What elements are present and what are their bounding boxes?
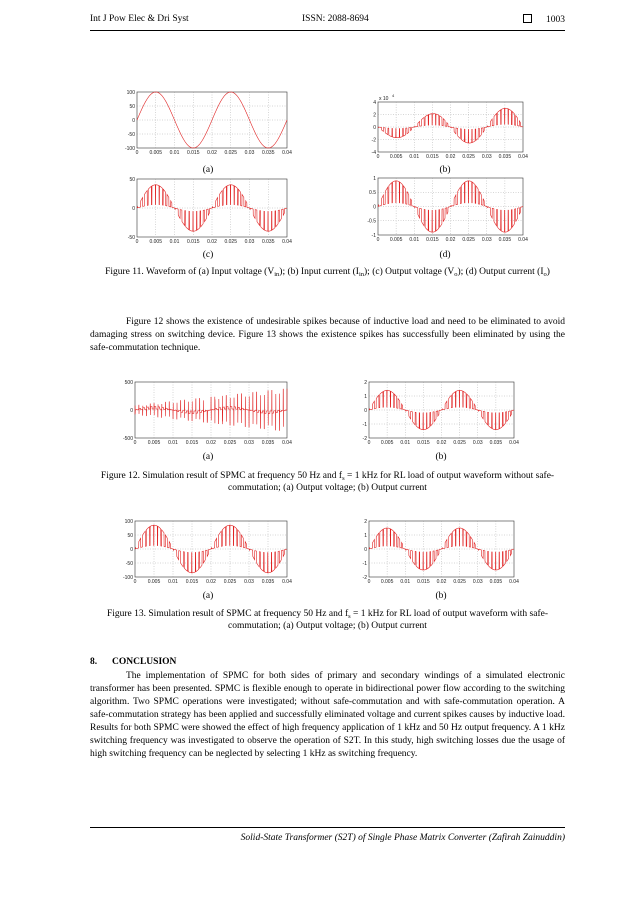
y-tick-label: -50: [125, 560, 133, 567]
x-tick-label: 0.04: [509, 440, 519, 446]
fig13-label-b: (b): [435, 591, 447, 601]
axis-exponent: x 10: [379, 96, 389, 102]
x-tick-label: 0.025: [224, 150, 238, 156]
x-tick-label: 0.03: [472, 440, 483, 446]
x-tick-label: 0.02: [206, 440, 216, 446]
fig11-label-d: (d): [439, 250, 451, 260]
y-tick-label: 50: [127, 532, 133, 539]
y-tick-label: -100: [124, 145, 135, 152]
x-tick-label: 0.04: [282, 440, 292, 446]
x-tick-label: 0.025: [462, 237, 475, 243]
y-tick-label: -4: [371, 149, 376, 156]
x-tick-label: 0.04: [282, 579, 292, 585]
y-tick-label: -1: [371, 232, 376, 239]
y-tick-label: 2: [364, 518, 367, 525]
chart-fig11b: [350, 90, 530, 162]
y-tick-label: -2: [362, 574, 367, 581]
x-tick-label: 0.03: [472, 579, 483, 585]
y-tick-label: -50: [127, 234, 135, 241]
x-tick-label: 0.01: [169, 239, 180, 245]
x-tick-label: 0.035: [498, 237, 512, 243]
page-number: 1003: [546, 15, 565, 25]
y-tick-label: 1: [373, 175, 376, 182]
running-header: [90, 14, 565, 30]
x-tick-label: 0.015: [185, 440, 199, 446]
x-tick-label: 0.035: [498, 154, 512, 160]
y-tick-label: 100: [126, 89, 135, 96]
x-tick-label: 0.03: [244, 150, 255, 156]
x-tick-label: 0.015: [186, 239, 200, 245]
section-title: CONCLUSION: [112, 657, 177, 667]
x-tick-label: 0.035: [489, 440, 503, 446]
figure11-caption: Figure 11. Waveform of (a) Input voltage $(V_{in})$; (b) Input current $(I_{in})$; (c) Output voltage $(V_o)$; (d) Output current $(I_o)$: [105, 267, 550, 278]
y-tick-label: -50: [127, 131, 135, 138]
fig12-label-a: (a): [202, 452, 214, 462]
y-tick-label: 4: [373, 99, 376, 106]
x-tick-label: 0.035: [261, 239, 275, 245]
x-tick-label: 0.04: [518, 237, 528, 243]
y-tick-label: 1: [364, 532, 367, 539]
x-tick-label: 0.035: [261, 579, 275, 585]
x-tick-label: 0: [367, 579, 371, 585]
fig11-label-c: (c): [202, 250, 214, 260]
checkbox-icon: [523, 14, 532, 23]
axis-exponent-power: 4: [392, 93, 395, 98]
x-tick-label: 0.04: [282, 239, 292, 245]
x-tick-label: 0.035: [489, 579, 503, 585]
x-tick-label: 0: [376, 154, 380, 160]
x-tick-label: 0.01: [169, 150, 180, 156]
issn: ISSN: 2088-8694: [302, 14, 369, 24]
x-tick-label: 0.025: [453, 579, 466, 585]
y-tick-label: -0.5: [367, 218, 376, 225]
x-tick-label: 0.015: [417, 440, 430, 446]
page-number-group: [523, 14, 565, 25]
x-tick-label: 0.025: [223, 579, 237, 585]
x-tick-label: 0.03: [244, 579, 254, 585]
x-tick-label: 0.01: [400, 440, 411, 446]
y-tick-label: -1: [362, 560, 367, 567]
x-tick-label: 0.015: [426, 237, 439, 243]
x-tick-label: 0.01: [409, 237, 420, 243]
x-tick-label: 0.02: [436, 440, 447, 446]
x-tick-label: 0.02: [436, 579, 447, 585]
figure12-caption: Figure 12. Simulation result of SPMC at frequency 50 Hz and $f_s = 1$ kHz for RL load of output waveform without safe-commutation; (a) Output voltage; (b) Output current: [100, 471, 555, 493]
x-tick-label: 0.005: [147, 579, 161, 585]
x-tick-label: 0: [133, 579, 137, 585]
x-tick-label: 0: [133, 440, 137, 446]
x-tick-label: 0.005: [149, 239, 163, 245]
y-tick-label: 50: [129, 176, 135, 183]
y-tick-label: -2: [371, 137, 376, 144]
y-tick-label: 2: [373, 112, 376, 119]
y-tick-label: -2: [362, 435, 367, 442]
y-tick-label: 0: [130, 407, 133, 414]
y-tick-label: 2: [364, 379, 367, 386]
x-tick-label: 0.035: [261, 150, 275, 156]
y-tick-label: 50: [129, 103, 135, 110]
x-tick-label: 0.03: [244, 440, 254, 446]
chart-fig12b: [345, 376, 530, 446]
y-tick-label: 0: [132, 205, 135, 212]
x-tick-label: 0.01: [168, 579, 178, 585]
x-tick-label: 0.01: [400, 579, 411, 585]
journal-name: Int J Pow Elec & Dri Syst: [90, 14, 189, 24]
x-tick-label: 0.03: [481, 154, 492, 160]
section-heading: [90, 657, 176, 667]
x-tick-label: 0.025: [224, 239, 238, 245]
x-tick-label: 0.005: [149, 150, 163, 156]
x-tick-label: 0.04: [509, 579, 519, 585]
x-tick-label: 0.005: [380, 440, 394, 446]
y-tick-label: 0.5: [369, 190, 376, 197]
section-number: 8.: [90, 657, 98, 667]
y-tick-label: 0: [130, 546, 133, 553]
x-tick-label: 0.015: [426, 154, 439, 160]
figure13-caption: Figure 13. Simulation result of SPMC at frequency 50 Hz and $f_s = 1$ kHz for RL load of output waveform with safe-commutation; (a) Output voltage; (b) Output current: [106, 609, 549, 631]
y-tick-label: 0: [132, 117, 135, 124]
y-tick-label: 100: [124, 518, 133, 525]
x-tick-label: 0.025: [453, 440, 466, 446]
fig11-label-a: (a): [202, 165, 214, 175]
body-paragraph: Figure 12 shows the existence of undesirable spikes because of inductive load and need to be eliminated to avoid damaging stress on switching device. Figure 13 shows the existence spikes has successfully been eliminated by using the safe-commutation technique.: [90, 317, 565, 353]
conclusion-text: The implementation of SPMC for both sides of primary and secondary windings of a simulated electronic transformer has been presented. SPMC is flexible enough to operate in bidirectional power flow according to the switching algorithm. Two SPMC operations were investigated; without safe-commutation and with safe-commutation operation. A safe-commutation strategy has been applied and successfully eliminated voltage and current spikes causes by inductive load. Results for both SPMC were showed the effect of high frequency application of 1 kHz and 50 Hz output frequency. A 1 kHz switching frequency was investigated to observe the operation of S2T. In this study, high switching losses due the usage of high switching frequency can be neglected by selecting 1 kHz as switching frequency.: [90, 671, 565, 759]
x-tick-label: 0.005: [380, 579, 394, 585]
chart-fig11c: [110, 174, 295, 246]
x-tick-label: 0.015: [186, 150, 200, 156]
fig13-label-a: (a): [202, 591, 214, 601]
x-tick-label: 0: [135, 239, 139, 245]
x-tick-label: 0.02: [445, 237, 456, 243]
fig11-label-b: (b): [439, 165, 451, 175]
x-tick-label: 0.03: [244, 239, 255, 245]
x-tick-label: 0.02: [445, 154, 456, 160]
x-tick-label: 0.03: [481, 237, 492, 243]
x-tick-label: 0.01: [409, 154, 420, 160]
header-rule: [90, 30, 565, 31]
x-tick-label: 0.035: [261, 440, 275, 446]
x-tick-label: 0.02: [207, 150, 217, 156]
x-tick-label: 0.015: [185, 579, 199, 585]
y-tick-label: 0: [373, 204, 376, 211]
chart-fig12a: [110, 376, 295, 446]
y-tick-label: 500: [124, 379, 133, 386]
running-footer: Solid-State Transformer (S2T) of Single Phase Matrix Converter (Zafirah Zainuddin): [240, 833, 565, 843]
x-tick-label: 0.025: [223, 440, 237, 446]
x-tick-label: 0: [135, 150, 139, 156]
chart-fig11d: [350, 172, 530, 244]
x-tick-label: 0.005: [389, 154, 403, 160]
x-tick-label: 0.02: [207, 239, 217, 245]
x-tick-label: 0.025: [462, 154, 475, 160]
x-tick-label: 0: [367, 440, 371, 446]
x-tick-label: 0.04: [282, 150, 292, 156]
y-tick-label: -1: [362, 421, 367, 428]
chart-fig13a: [110, 515, 295, 585]
y-tick-label: 0: [373, 124, 376, 131]
footer-rule: [90, 827, 565, 828]
x-tick-label: 0.005: [389, 237, 403, 243]
x-tick-label: 0: [376, 237, 380, 243]
y-tick-label: 1: [364, 393, 367, 400]
chart-fig13b: [345, 515, 530, 585]
x-tick-label: 0.005: [147, 440, 161, 446]
y-tick-label: -100: [122, 574, 133, 581]
x-tick-label: 0.01: [168, 440, 178, 446]
y-tick-label: 0: [364, 546, 367, 553]
x-tick-label: 0.04: [518, 154, 528, 160]
x-tick-label: 0.02: [206, 579, 216, 585]
chart-fig11a: [110, 86, 295, 158]
fig12-label-b: (b): [435, 452, 447, 462]
x-tick-label: 0.015: [417, 579, 430, 585]
y-tick-label: -500: [122, 435, 133, 442]
y-tick-label: 0: [364, 407, 367, 414]
